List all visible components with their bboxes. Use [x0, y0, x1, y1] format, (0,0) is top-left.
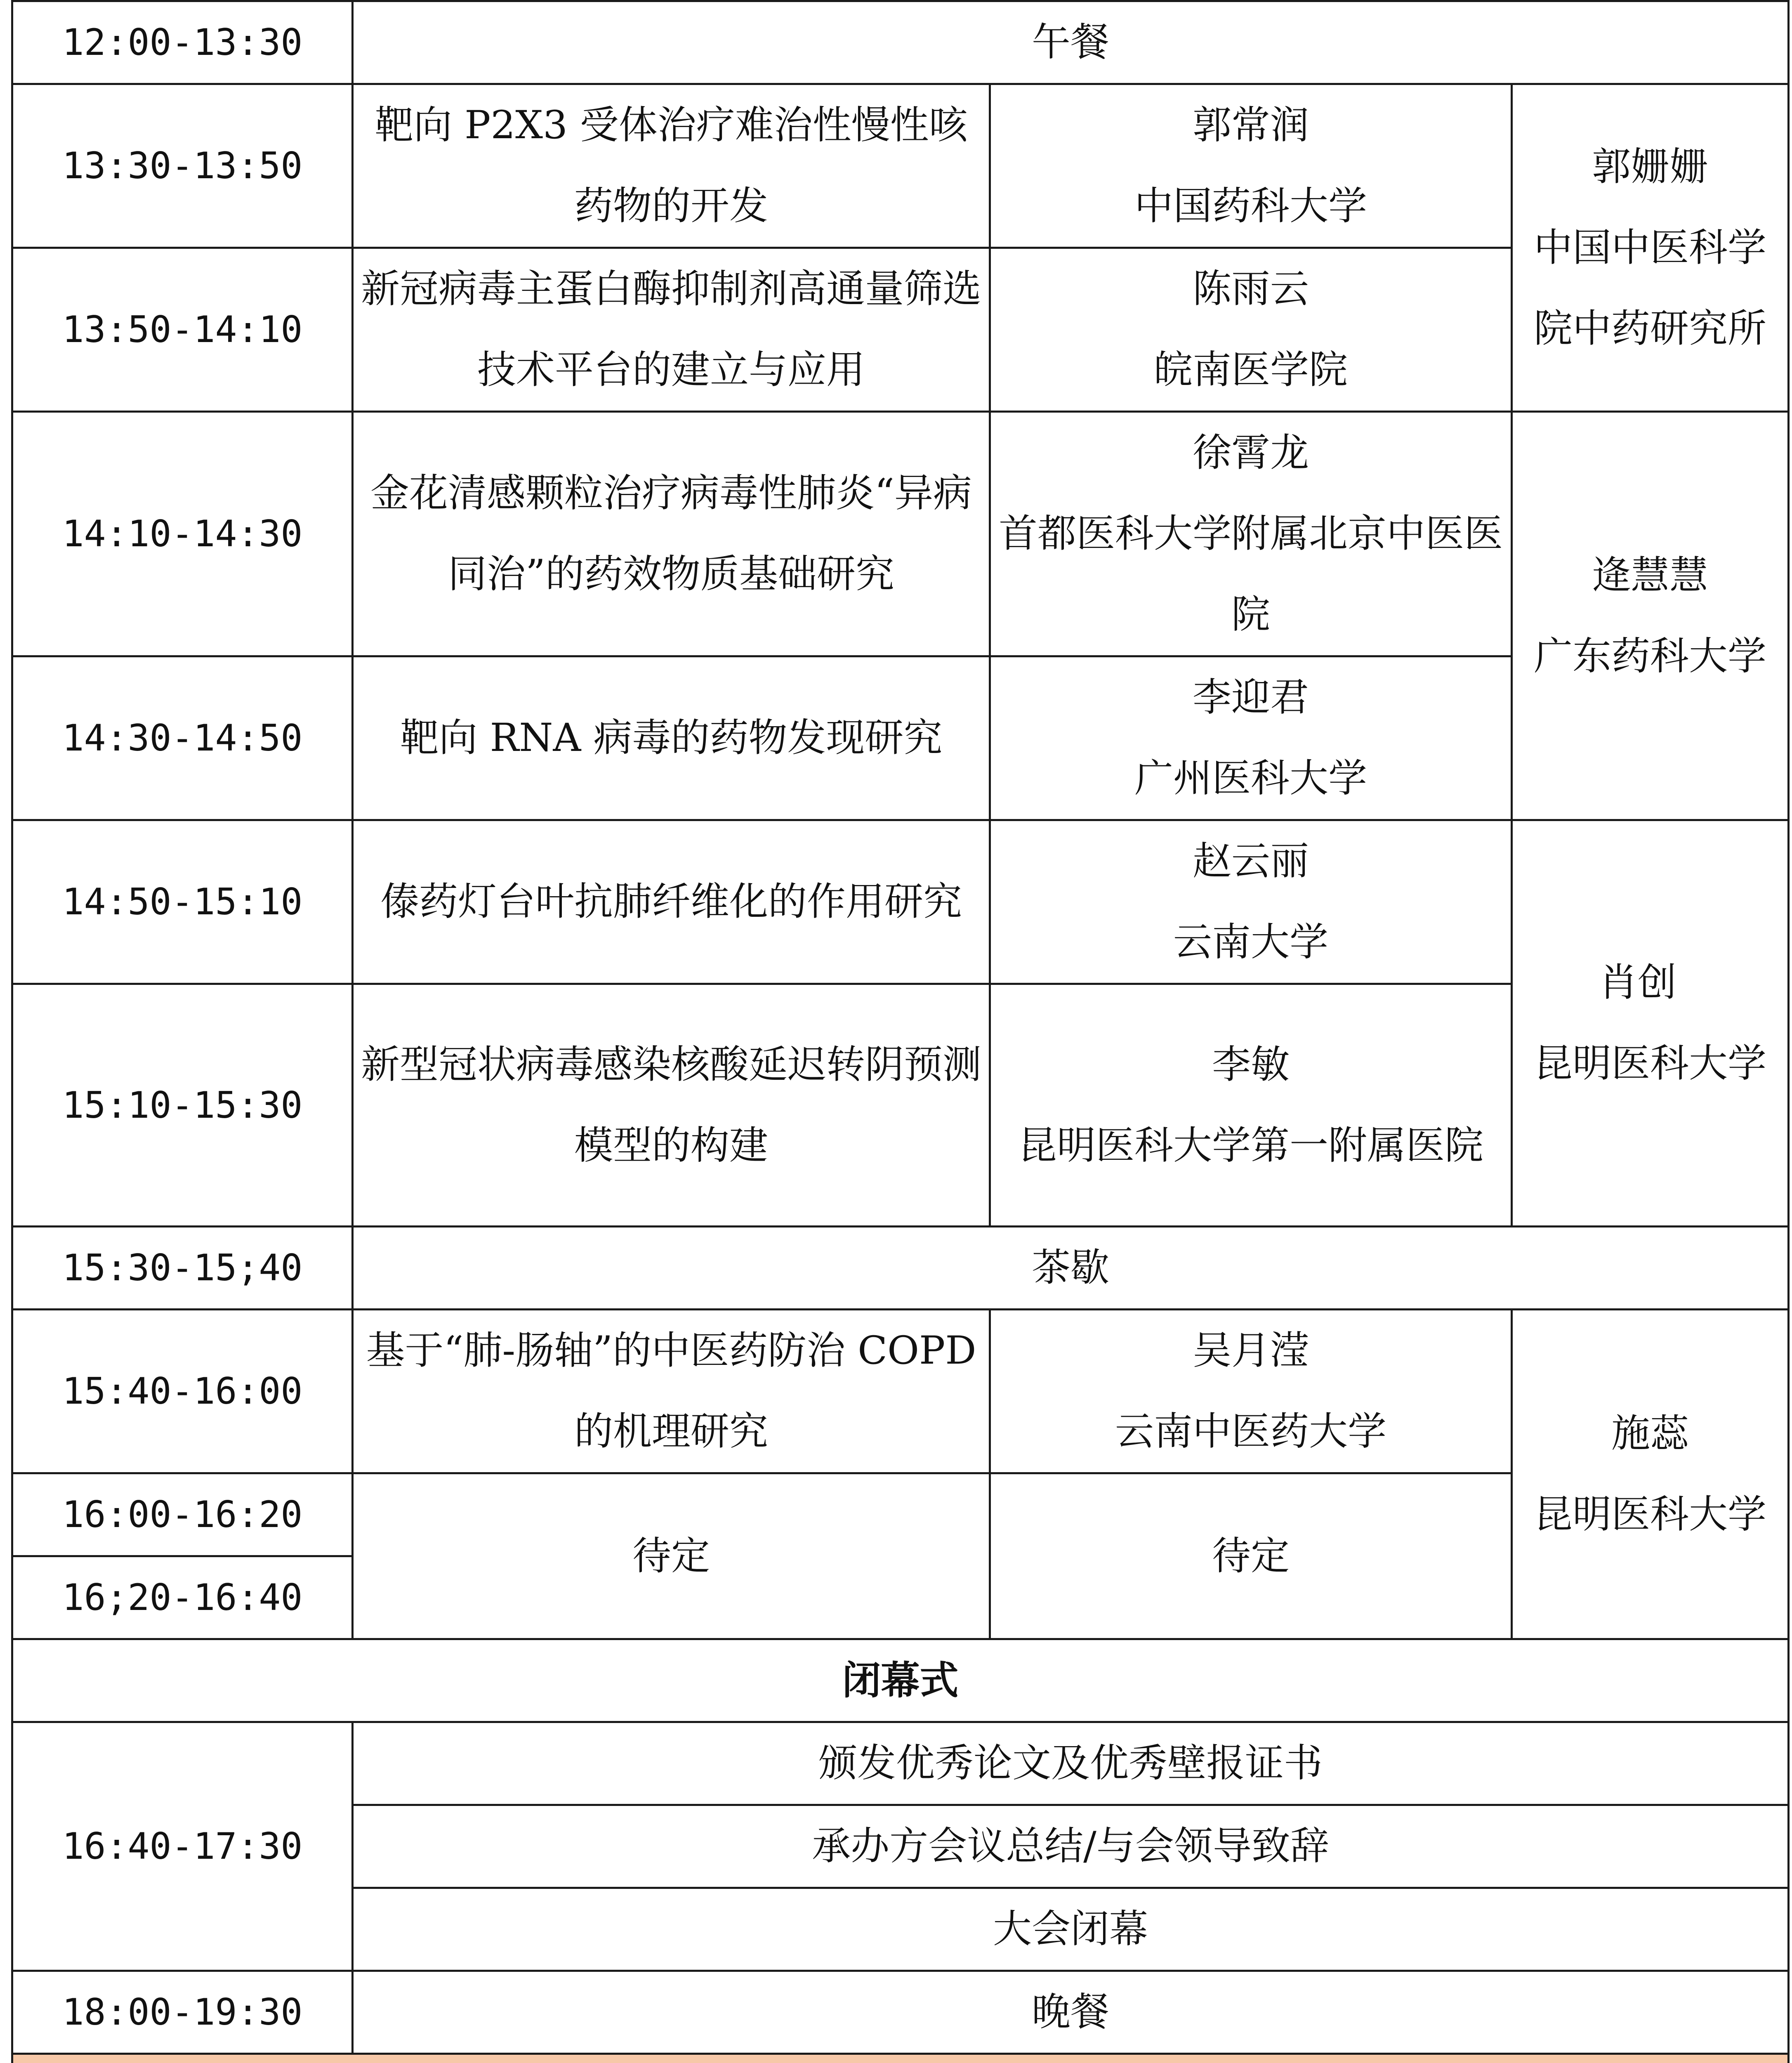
chair-cell — [1512, 84, 1789, 412]
speaker-affiliation: 昆明医科大学第一附属医院 — [1018, 1123, 1483, 1168]
speaker-name: 郭常润 — [1192, 103, 1309, 148]
closing-row — [12, 1722, 1789, 1805]
chair-affiliation: 昆明医科大学 — [1533, 1492, 1766, 1537]
chair-affiliation: 中国中医科学院中药研究所 — [1533, 225, 1766, 351]
speaker-name: 陈雨云 — [1192, 267, 1309, 312]
talk-title: 新冠病毒主蛋白酶抑制剂高通量筛选技术平台的建立与应用 — [353, 248, 990, 412]
time-cell: 14:30-14:50 — [12, 656, 353, 820]
chair-name: 肖创 — [1599, 960, 1676, 1005]
dinner-label: 晚餐 — [353, 1971, 1789, 2054]
chair-affiliation: 广东药科大学 — [1533, 633, 1766, 679]
time-cell: 15:40-16:00 — [12, 1310, 353, 1473]
time-cell: 13:30-13:50 — [12, 84, 353, 248]
time-cell: 15:30-15;40 — [12, 1227, 353, 1310]
speaker-cell — [990, 248, 1512, 412]
talk-title: 待定 — [353, 1473, 990, 1639]
speaker-name: 徐霄龙 — [1192, 430, 1309, 475]
closing-item: 大会闭幕 — [353, 1888, 1789, 1971]
time-cell: 18:00-19:30 — [12, 1971, 353, 2054]
speaker-cell — [990, 656, 1512, 820]
time-cell: 12:00-13:30 — [12, 1, 353, 84]
talk-title: 傣药灯台叶抗肺纤维化的作用研究 — [353, 820, 990, 984]
session-row — [12, 820, 1789, 984]
speaker-name: 李敏 — [1212, 1042, 1290, 1087]
closing-ceremony-heading: 闭幕式 — [12, 1639, 1789, 1722]
closing-item: 承办方会议总结/与会领导致辞 — [353, 1805, 1789, 1888]
chair-name: 逄慧慧 — [1592, 552, 1708, 598]
speaker-cell — [990, 984, 1512, 1227]
speaker-cell — [990, 820, 1512, 984]
lunch-row — [12, 1, 1789, 84]
speaker-affiliation: 中国药科大学 — [1134, 184, 1367, 229]
time-cell: 14:50-15:10 — [12, 820, 353, 984]
session-row — [12, 412, 1789, 656]
time-cell: 16:00-16:20 — [12, 1473, 353, 1556]
chair-cell — [1512, 1310, 1789, 1639]
speaker-cell — [990, 84, 1512, 248]
time-cell: 16:40-17:30 — [12, 1722, 353, 1971]
date-row — [12, 2054, 1789, 2063]
chair-name: 施蕊 — [1611, 1411, 1689, 1456]
speaker-name: 吴月滢 — [1192, 1328, 1309, 1373]
dinner-row — [12, 1971, 1789, 2054]
schedule-table — [11, 0, 1790, 2063]
closing-header-row — [12, 1639, 1789, 1722]
date-heading — [12, 2054, 1789, 2063]
speaker-affiliation: 皖南医学院 — [1153, 347, 1348, 392]
closing-item: 颁发优秀论文及优秀壁报证书 — [353, 1722, 1789, 1805]
time-cell: 15:10-15:30 — [12, 984, 353, 1227]
talk-title: 基于“肺-肠轴”的中医药防治 COPD 的机理研究 — [353, 1310, 990, 1473]
speaker-name: 赵云丽 — [1192, 839, 1309, 884]
lunch-label: 午餐 — [353, 1, 1789, 84]
speaker-cell — [990, 1310, 1512, 1473]
speaker-affiliation: 云南大学 — [1173, 920, 1328, 965]
chair-name: 郭姗姗 — [1592, 144, 1708, 189]
talk-title: 靶向 P2X3 受体治疗难治性慢性咳药物的开发 — [353, 84, 990, 248]
tea-break-row — [12, 1227, 1789, 1310]
speaker-affiliation: 首都医科大学附属北京中医医院 — [998, 511, 1503, 637]
talk-title: 金花清感颗粒治疗病毒性肺炎“异病同治”的药效物质基础研究 — [353, 412, 990, 656]
speaker-affiliation: 广州医科大学 — [1134, 756, 1367, 801]
tea-break-label: 茶歇 — [353, 1227, 1789, 1310]
speaker-cell: 待定 — [990, 1473, 1512, 1639]
chair-cell — [1512, 820, 1789, 1227]
session-row — [12, 84, 1789, 248]
chair-cell — [1512, 412, 1789, 820]
speaker-cell — [990, 412, 1512, 656]
speaker-affiliation: 云南中医药大学 — [1115, 1409, 1386, 1454]
talk-title: 靶向 RNA 病毒的药物发现研究 — [353, 656, 990, 820]
time-cell: 16;20-16:40 — [12, 1556, 353, 1639]
chair-affiliation: 昆明医科大学 — [1533, 1041, 1766, 1086]
speaker-name: 李迎君 — [1192, 675, 1309, 720]
talk-title: 新型冠状病毒感染核酸延迟转阴预测模型的构建 — [353, 984, 990, 1227]
session-row — [12, 1310, 1789, 1473]
time-cell: 13:50-14:10 — [12, 248, 353, 412]
time-cell: 14:10-14:30 — [12, 412, 353, 656]
